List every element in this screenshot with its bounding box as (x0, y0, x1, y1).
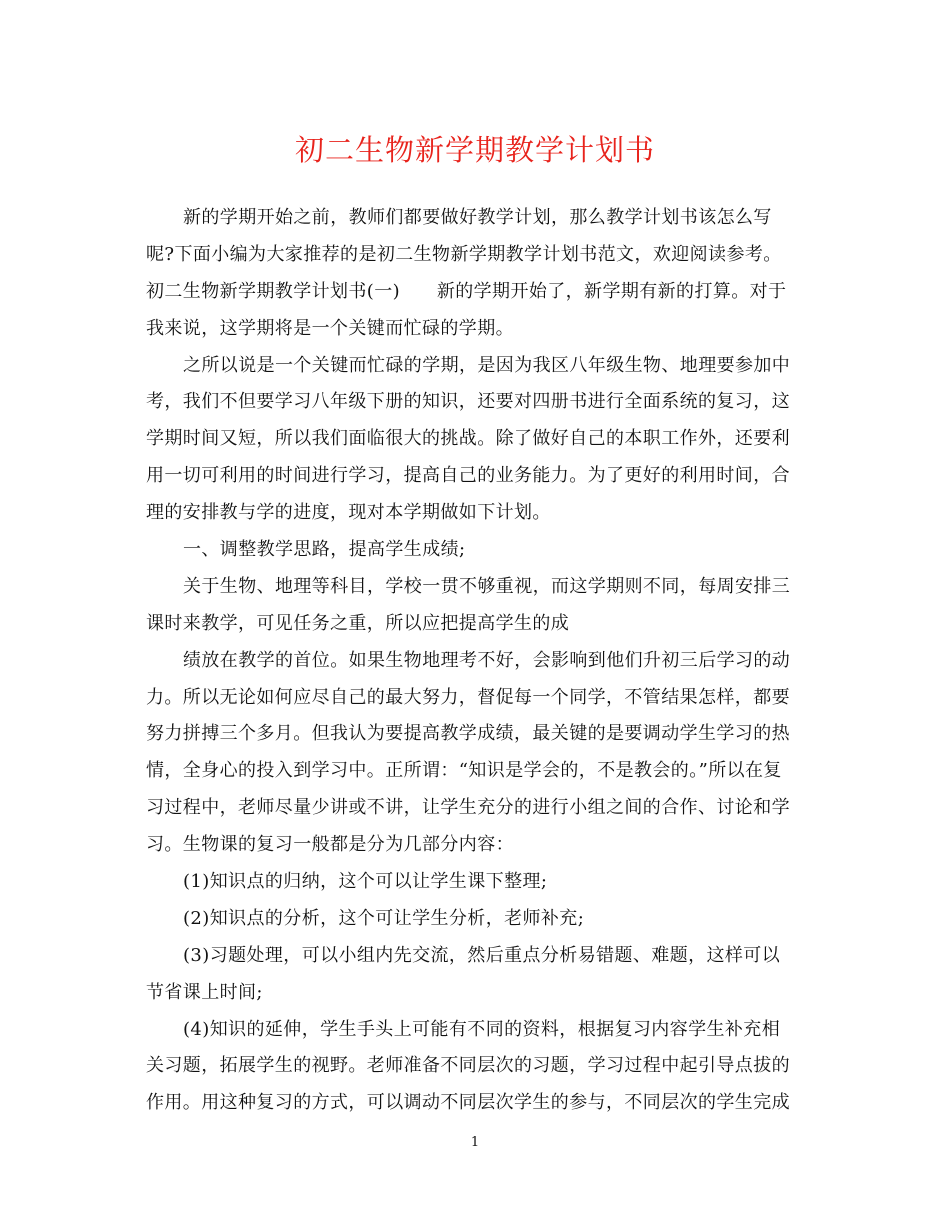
text-line: 情，全身心的投入到学习中。正所谓：“知识是学会的，不是教会的。”所以在复 (146, 760, 782, 782)
document-title: 初二生物新学期教学计划书 (294, 133, 655, 167)
text-line: 考，我们不但要学习八年级下册的知识，还要对四册书进行全面系统的复习，这 (146, 391, 790, 413)
text-line: 努力拼搏三个多月。但我认为要提高教学成绩，最关键的是要调动学生学习的热 (146, 723, 790, 745)
text-line: 我来说，这学期将是一个关键而忙碌的学期。 (146, 317, 514, 339)
text-line: 用一切可利用的时间进行学习，提高自己的业务能力。为了更好的利用时间，合 (146, 465, 790, 487)
list-item: (2)知识点的分析，这个可让学生分析，老师补充; (183, 907, 585, 929)
text-line: 关习题，拓展学生的视野。老师准备不同层次的习题，学习过程中起引导点拔的 (146, 1055, 790, 1077)
list-item: (3)习题处理，可以小组内先交流，然后重点分析易错题、难题，这样可以 (183, 944, 781, 966)
text-line: 新的学期开始之前，教师们都要做好教学计划，那么教学计划书该怎么写 (183, 207, 772, 228)
document-body (146, 200, 810, 1122)
text-line: 习过程中，老师尽量少讲或不讲，让学生充分的进行小组之间的合作、讨论和学 (146, 797, 790, 819)
text-line: 力。所以无论如何应尽自己的最大努力，督促每一个同学，不管结果怎样，都要 (146, 686, 790, 708)
text-line: 初二生物新学期教学计划书(一) 新的学期开始了，新学期有新的打算。对于 (146, 280, 787, 302)
text-line: 关于生物、地理等科目，学校一贯不够重视，而这学期则不同，每周安排三 (183, 575, 791, 597)
text-line: 作用。用这种复习的方式，可以调动不同层次学生的参与，不同层次的学生完成 (146, 1092, 790, 1114)
text-line: 理的安排教与学的进度，现对本学期做如下计划。 (146, 502, 551, 524)
text-line: 学期时间又短，所以我们面临很大的挑战。除了做好自己的本职工作外，还要利 (146, 428, 790, 450)
text-line: 习。生物课的复习一般都是分为几部分内容： (146, 834, 514, 856)
text-line: 呢?下面小编为大家推荐的是初二生物新学期教学计划书范文，欢迎阅读参考。 (146, 243, 782, 265)
text-line: 之所以说是一个关键而忙碌的学期，是因为我区八年级生物、地理要参加中 (183, 354, 791, 376)
text-line: 课时来教学，可见任务之重，所以应把提高学生的成 (146, 612, 570, 634)
list-item: (1)知识点的归纳，这个可以让学生课下整理; (183, 871, 548, 893)
text-line: 节省课上时间; (146, 981, 263, 1003)
list-item: (4)知识的延伸，学生手头上可能有不同的资料，根据复习内容学生补充相 (183, 1018, 781, 1040)
section-heading: 一、调整教学思路，提高学生成绩; (183, 539, 466, 561)
page-number: 1 (470, 1135, 480, 1150)
text-line: 绩放在教学的首位。如果生物地理考不好，会影响到他们升初三后学习的动 (183, 649, 791, 671)
